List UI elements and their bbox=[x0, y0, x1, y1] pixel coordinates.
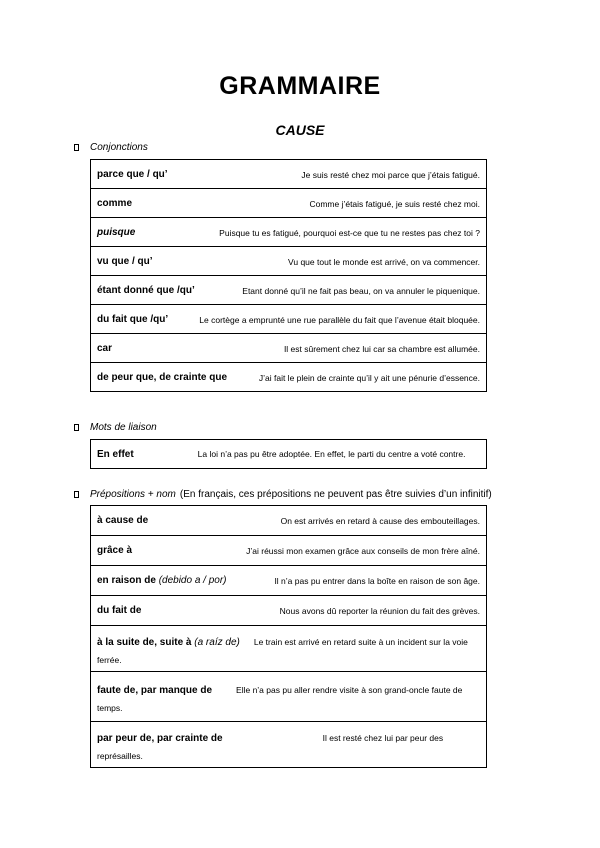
term-label: par peur de, par crainte de bbox=[97, 732, 223, 744]
term-label: de peur que, de crainte que bbox=[97, 371, 228, 383]
example-text: J’ai fait le plein de crainte qu’il y ait une pénurie d’essence. bbox=[258, 372, 480, 383]
table-row bbox=[91, 334, 487, 363]
page-subtitle: CAUSE bbox=[275, 122, 325, 138]
section-heading-conjonctions bbox=[74, 142, 148, 153]
example-text: Puisque tu es fatigué, pourquoi est-ce que tu ne restes pas chez toi ? bbox=[219, 227, 480, 238]
example-text: J’ai réussi mon examen grâce aux conseils de mon frère aîné. bbox=[246, 546, 480, 556]
term-label: vu que / qu’ bbox=[97, 255, 153, 267]
table-row bbox=[91, 440, 487, 469]
term-label: grâce à bbox=[97, 545, 133, 556]
example-text: Elle n’a pas pu aller rendre visite à son grand-oncle faute de bbox=[236, 684, 463, 695]
bullet-icon bbox=[74, 424, 79, 431]
section-heading-label: Mots de liaison bbox=[90, 422, 157, 433]
example-text-continued: représailles. bbox=[97, 750, 143, 761]
example-text: La loi n’a pas pu être adoptée. En effet, le parti du centre a voté contre. bbox=[197, 448, 466, 459]
table-row bbox=[91, 626, 487, 672]
term-label bbox=[97, 637, 240, 648]
term-label bbox=[97, 227, 135, 238]
example-text: Le train est arrivé en retard suite à un incident sur la voie bbox=[253, 636, 468, 647]
example-text: Comme j’étais fatigué, je suis resté chez moi. bbox=[309, 198, 480, 209]
example-text: Il est resté chez lui par peur des bbox=[322, 732, 444, 743]
section-heading-prepositions bbox=[74, 489, 492, 500]
example-text-continued: ferrée. bbox=[97, 654, 122, 665]
example-text: On est arrivés en retard à cause des embouteillages. bbox=[280, 516, 480, 526]
term-label-main: en raison de bbox=[97, 575, 156, 586]
term-translation: (debido a / por) bbox=[158, 575, 227, 586]
term-label: à cause de bbox=[97, 515, 149, 526]
bullet-icon bbox=[74, 144, 79, 151]
term-label: car bbox=[97, 342, 113, 354]
term-label: faute de, par manque de bbox=[97, 684, 213, 696]
example-text: Vu que tout le monde est arrivé, on va commencer. bbox=[288, 256, 480, 267]
example-text: Etant donné qu’il ne fait pas beau, on va annuler le piquenique. bbox=[242, 285, 480, 296]
table-row bbox=[91, 566, 487, 596]
section-heading-label: Conjonctions bbox=[90, 142, 148, 153]
example-text: Le cortège a emprunté une rue parallèle du fait que l’avenue était bloquée. bbox=[199, 314, 480, 325]
term-label: du fait de bbox=[97, 605, 142, 616]
term-label: comme bbox=[97, 197, 133, 209]
table-row bbox=[91, 160, 487, 189]
table-row bbox=[91, 536, 487, 566]
term-translation: (a raíz de) bbox=[194, 636, 240, 648]
mots-de-liaison-table bbox=[90, 439, 487, 469]
section-heading-label: Prépositions + nom bbox=[90, 489, 176, 500]
bullet-icon bbox=[74, 491, 79, 498]
term-label bbox=[97, 575, 227, 586]
table-row bbox=[91, 305, 487, 334]
table-row bbox=[91, 189, 487, 218]
example-text: Il est sûrement chez lui car sa chambre est allumée. bbox=[283, 343, 480, 354]
section-heading-mots-de-liaison bbox=[74, 422, 157, 433]
example-text: Nous avons dû reporter la réunion du fait des grèves. bbox=[279, 606, 480, 616]
prepositions-table bbox=[90, 505, 487, 768]
table-row bbox=[91, 722, 487, 768]
term-label: parce que / qu’ bbox=[97, 168, 168, 180]
table-row bbox=[91, 247, 487, 276]
section-heading-note: (En français, ces prépositions ne peuvent pas être suivies d’un infinitif) bbox=[179, 489, 492, 500]
table-row bbox=[91, 276, 487, 305]
table-row bbox=[91, 218, 487, 247]
term-label: étant donné que /qu’ bbox=[97, 284, 195, 296]
term-label: du fait que /qu’ bbox=[97, 313, 169, 325]
table-row bbox=[91, 506, 487, 536]
table-row bbox=[91, 672, 487, 722]
example-text: Il n’a pas pu entrer dans la boîte en raison de son âge. bbox=[274, 576, 480, 586]
example-text-continued: temps. bbox=[97, 702, 123, 713]
term-label-italic: puisque bbox=[97, 226, 136, 238]
term-label: En effet bbox=[97, 448, 134, 460]
conjonctions-table bbox=[90, 159, 487, 392]
table-row bbox=[91, 596, 487, 626]
example-text: Je suis resté chez moi parce que j’étais fatigué. bbox=[301, 169, 480, 180]
page-title: GRAMMAIRE bbox=[219, 72, 381, 100]
table-row bbox=[91, 363, 487, 392]
term-label-main: à la suite de, suite à bbox=[97, 636, 192, 648]
